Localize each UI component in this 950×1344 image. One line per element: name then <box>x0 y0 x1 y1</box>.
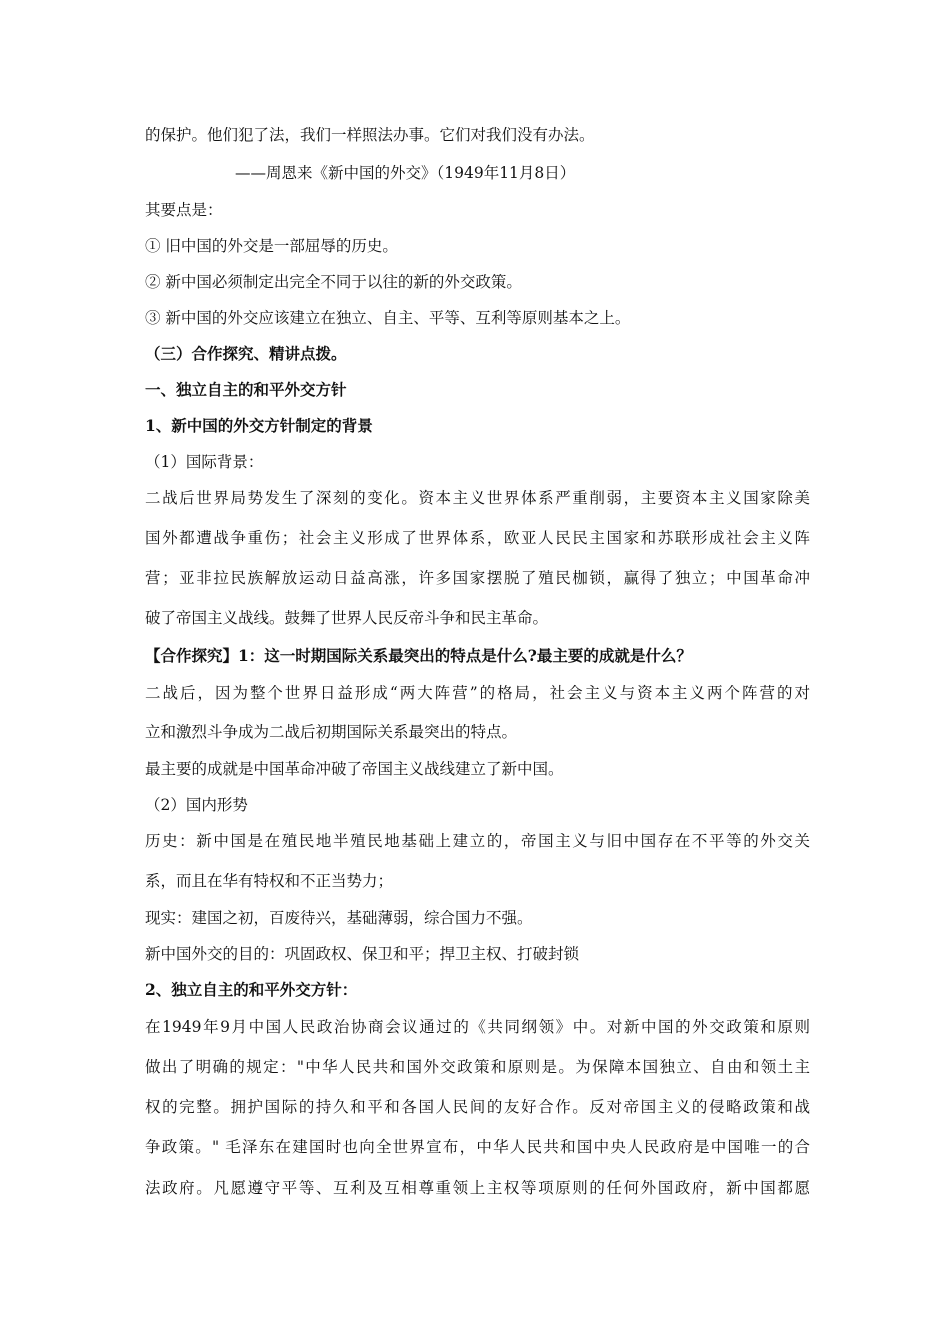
paragraph-line: 做出了明确的规定："中华人民共和国外交政策和原则是。为保障本国独立、自由和领土主 <box>145 1058 810 1076</box>
subsection-label: （1）国际背景： <box>145 453 264 471</box>
subsection-heading: 1、新中国的外交方针制定的背景 <box>145 416 373 435</box>
paragraph-line: 系，而且在华有特权和不正当势力； <box>145 872 394 890</box>
list-item: ① 旧中国的外交是一部屈辱的历史。 <box>145 237 398 255</box>
paragraph-line: 的保护。他们犯了法，我们一样照法办事。它们对我们没有办法。 <box>145 126 595 144</box>
subsection-heading: 2、独立自主的和平外交方针： <box>145 980 358 999</box>
section-heading: 一、独立自主的和平外交方针 <box>145 380 347 399</box>
subsection-label: （2）国内形势 <box>145 796 248 814</box>
paragraph-line: 二战后世界局势发生了深刻的变化。资本主义世界体系严重削弱，主要资本主义国家除美 <box>145 489 810 507</box>
list-item: ② 新中国必须制定出完全不同于以往的新的外交政策。 <box>145 273 522 291</box>
quote-attribution: ——周恩来《新中国的外交》（1949年11月8日） <box>235 164 576 182</box>
paragraph-line: 营；亚非拉民族解放运动日益高涨，许多国家摆脱了殖民枷锁，赢得了独立；中国革命冲 <box>145 569 810 587</box>
paragraph-line: 争政策。" 毛泽东在建国时也向全世界宣布，中华人民共和国中央人民政府是中国唯一的合 <box>145 1138 810 1156</box>
inquiry-question: 【合作探究】1：这一时期国际关系最突出的特点是什么?最主要的成就是什么？ <box>145 646 692 665</box>
paragraph-line: 立和激烈斗争成为二战后初期国际关系最突出的特点。 <box>145 723 518 741</box>
paragraph-line: 国外都遭战争重伤；社会主义形成了世界体系，欧亚人民民主国家和苏联形成社会主义阵 <box>145 529 810 547</box>
section-heading: （三）合作探究、精讲点拨。 <box>145 344 347 363</box>
paragraph-line: 在1949年9月中国人民政治协商会议通过的《共同纲领》中。对新中国的外交政策和原则 <box>145 1018 810 1036</box>
paragraph-line: 现实：建国之初，百废待兴，基础薄弱，综合国力不强。 <box>145 909 533 927</box>
paragraph-line: 其要点是： <box>145 201 223 219</box>
paragraph-line: 最主要的成就是中国革命冲破了帝国主义战线建立了新中国。 <box>145 760 564 778</box>
paragraph-line: 权的完整。拥护国际的持久和平和各国人民间的友好合作。反对帝国主义的侵略政策和战 <box>145 1098 810 1116</box>
paragraph-line: 二战后，因为整个世界日益形成“两大阵营”的格局，社会主义与资本主义两个阵营的对 <box>145 684 810 702</box>
paragraph-line: 历史：新中国是在殖民地半殖民地基础上建立的，帝国主义与旧中国存在不平等的外交关 <box>145 832 810 850</box>
paragraph-line: 法政府。凡愿遵守平等、互利及互相尊重领上主权等项原则的任何外国政府，新中国都愿 <box>145 1179 810 1197</box>
paragraph-line: 破了帝国主义战线。鼓舞了世界人民反帝斗争和民主革命。 <box>145 609 549 627</box>
list-item: ③ 新中国的外交应该建立在独立、自主、平等、互利等原则基本之上。 <box>145 309 631 327</box>
paragraph-line: 新中国外交的目的：巩固政权、保卫和平；捍卫主权、打破封锁 <box>145 945 580 963</box>
